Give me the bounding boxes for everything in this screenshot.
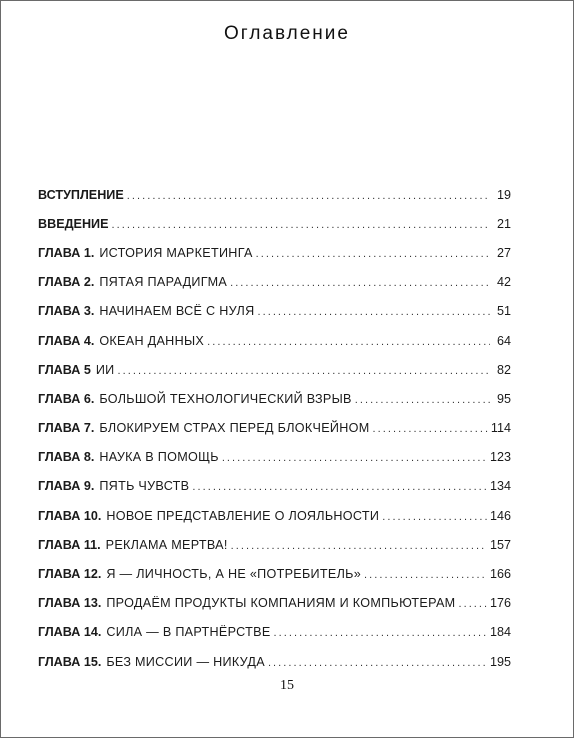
- toc-entry-chapter-9[interactable]: [38, 472, 511, 501]
- toc-entry-title: НАЧИНАЕМ ВСЁ С НУЛЯ: [99, 304, 255, 319]
- toc-entry-page: 134: [489, 479, 511, 494]
- toc-entry-page: 157: [489, 537, 511, 552]
- toc-entry-label: ГЛАВА 2.: [38, 275, 95, 290]
- toc-entry-title: НАУКА В ПОМОЩЬ: [99, 450, 219, 465]
- toc-entry-label: ГЛАВА 8.: [38, 450, 95, 465]
- toc-entry-page: 146: [489, 508, 511, 523]
- toc-entry-title: ОКЕАН ДАННЫХ: [99, 333, 205, 348]
- toc-entry-title: ПЯТАЯ ПАРАДИГМА: [99, 275, 228, 290]
- toc-entry-chapter-7[interactable]: [38, 414, 511, 443]
- toc-entry-page: 184: [489, 625, 511, 640]
- toc-entry-chapter-14[interactable]: [38, 618, 511, 647]
- toc-entry-chapter-2[interactable]: [38, 268, 511, 297]
- toc-entry-chapter-10[interactable]: [38, 501, 511, 530]
- toc-entry-label: ВСТУПЛЕНИЕ: [38, 187, 124, 202]
- toc-entry-label: ГЛАВА 13.: [38, 596, 102, 611]
- toc-entry-page: 176: [489, 596, 511, 611]
- toc-entry-title: РЕКЛАМА МЕРТВА!: [105, 537, 228, 552]
- toc-entry-title: СИЛА — В ПАРТНЁРСТВЕ: [106, 625, 271, 640]
- toc-entry-page: 114: [490, 421, 511, 436]
- toc-entry-chapter-6[interactable]: [38, 384, 511, 413]
- page-number: 15: [280, 678, 294, 693]
- toc-entry-label: ГЛАВА 5: [38, 362, 91, 377]
- toc-entry-page: 21: [496, 216, 511, 231]
- toc-entry-label: ГЛАВА 3.: [38, 304, 95, 319]
- toc-leader-dots: [274, 627, 487, 639]
- toc-leader-dots: [230, 277, 490, 289]
- toc-entry-title: Я — ЛИЧНОСТЬ, А НЕ «ПОТРЕБИТЕЛЬ»: [106, 567, 362, 582]
- toc-leader-dots: [231, 540, 487, 552]
- toc-entry-label: ГЛАВА 6.: [38, 391, 95, 406]
- toc-leader-dots: [256, 248, 490, 260]
- toc-entry-chapter-3[interactable]: [38, 297, 511, 326]
- toc-entry-title: БЕЗ МИССИИ — НИКУДА: [106, 654, 265, 669]
- toc-entry-label: ГЛАВА 12.: [38, 567, 102, 582]
- toc-entry-label: ГЛАВА 1.: [38, 245, 95, 260]
- toc-leader-dots: [192, 481, 487, 493]
- toc-entry-chapter-15[interactable]: [38, 647, 511, 676]
- toc-entry-title: ИСТОРИЯ МАРКЕТИНГА: [99, 245, 253, 260]
- toc-leader-dots: [127, 190, 490, 202]
- toc-leader-dots: [222, 452, 487, 464]
- toc-entry-label: ГЛАВА 4.: [38, 333, 95, 348]
- toc-leader-dots: [355, 394, 490, 406]
- toc-entry-label: ГЛАВА 9.: [38, 479, 95, 494]
- toc-entry-page: 64: [496, 333, 511, 348]
- toc-entry-page: 95: [496, 391, 511, 406]
- toc-entry-title: НОВОЕ ПРЕДСТАВЛЕНИЕ О ЛОЯЛЬНОСТИ: [106, 508, 380, 523]
- toc-entry-page: 82: [496, 362, 511, 377]
- toc-entry-title: ИИ: [95, 362, 115, 377]
- toc-entry-chapter-4[interactable]: [38, 326, 511, 355]
- toc-leader-dots: [207, 336, 490, 348]
- toc-leader-dots: [382, 511, 487, 523]
- toc-leader-dots: [112, 219, 490, 231]
- toc-entry-chapter-8[interactable]: [38, 443, 511, 472]
- toc-entry-title: ПЯТЬ ЧУВСТВ: [99, 479, 190, 494]
- page-title: Оглавление: [224, 23, 350, 44]
- toc-entry-title: ПРОДАЁМ ПРОДУКТЫ КОМПАНИЯМ И КОМПЬЮТЕРАМ: [106, 596, 456, 611]
- toc-entry-label: ГЛАВА 14.: [38, 625, 102, 640]
- toc-leader-dots: [373, 423, 488, 435]
- toc-entry-page: 166: [489, 567, 511, 582]
- toc-entry-page: 19: [496, 187, 511, 202]
- table-of-contents: [38, 180, 511, 676]
- toc-entry-chapter-1[interactable]: [38, 238, 511, 267]
- toc-entry-page: 51: [496, 304, 511, 319]
- toc-entry-title: БЛОКИРУЕМ СТРАХ ПЕРЕД БЛОКЧЕЙНОМ: [99, 421, 370, 436]
- toc-entry-label: ГЛАВА 15.: [38, 654, 102, 669]
- toc-entry-label: ГЛАВА 7.: [38, 421, 95, 436]
- toc-entry-label: ГЛАВА 11.: [38, 537, 101, 552]
- toc-entry-preface[interactable]: [38, 209, 511, 238]
- toc-entry-chapter-11[interactable]: [38, 530, 511, 559]
- toc-entry-label: ВВЕДЕНИЕ: [38, 216, 109, 231]
- toc-entry-page: 27: [496, 245, 511, 260]
- toc-entry-introduction[interactable]: [38, 180, 511, 209]
- toc-leader-dots: [118, 365, 490, 377]
- toc-entry-page: 195: [489, 654, 511, 669]
- toc-entry-label: ГЛАВА 10.: [38, 508, 102, 523]
- toc-leader-dots: [268, 657, 487, 669]
- toc-leader-dots: [257, 306, 490, 318]
- toc-leader-dots: [458, 598, 487, 610]
- toc-entry-page: 123: [489, 450, 511, 465]
- toc-entry-page: 42: [496, 275, 511, 290]
- toc-entry-chapter-13[interactable]: [38, 589, 511, 618]
- toc-entry-chapter-12[interactable]: [38, 559, 511, 588]
- toc-leader-dots: [364, 569, 487, 581]
- toc-entry-chapter-5[interactable]: [38, 355, 511, 384]
- toc-entry-title: БОЛЬШОЙ ТЕХНОЛОГИЧЕСКИЙ ВЗРЫВ: [99, 391, 352, 406]
